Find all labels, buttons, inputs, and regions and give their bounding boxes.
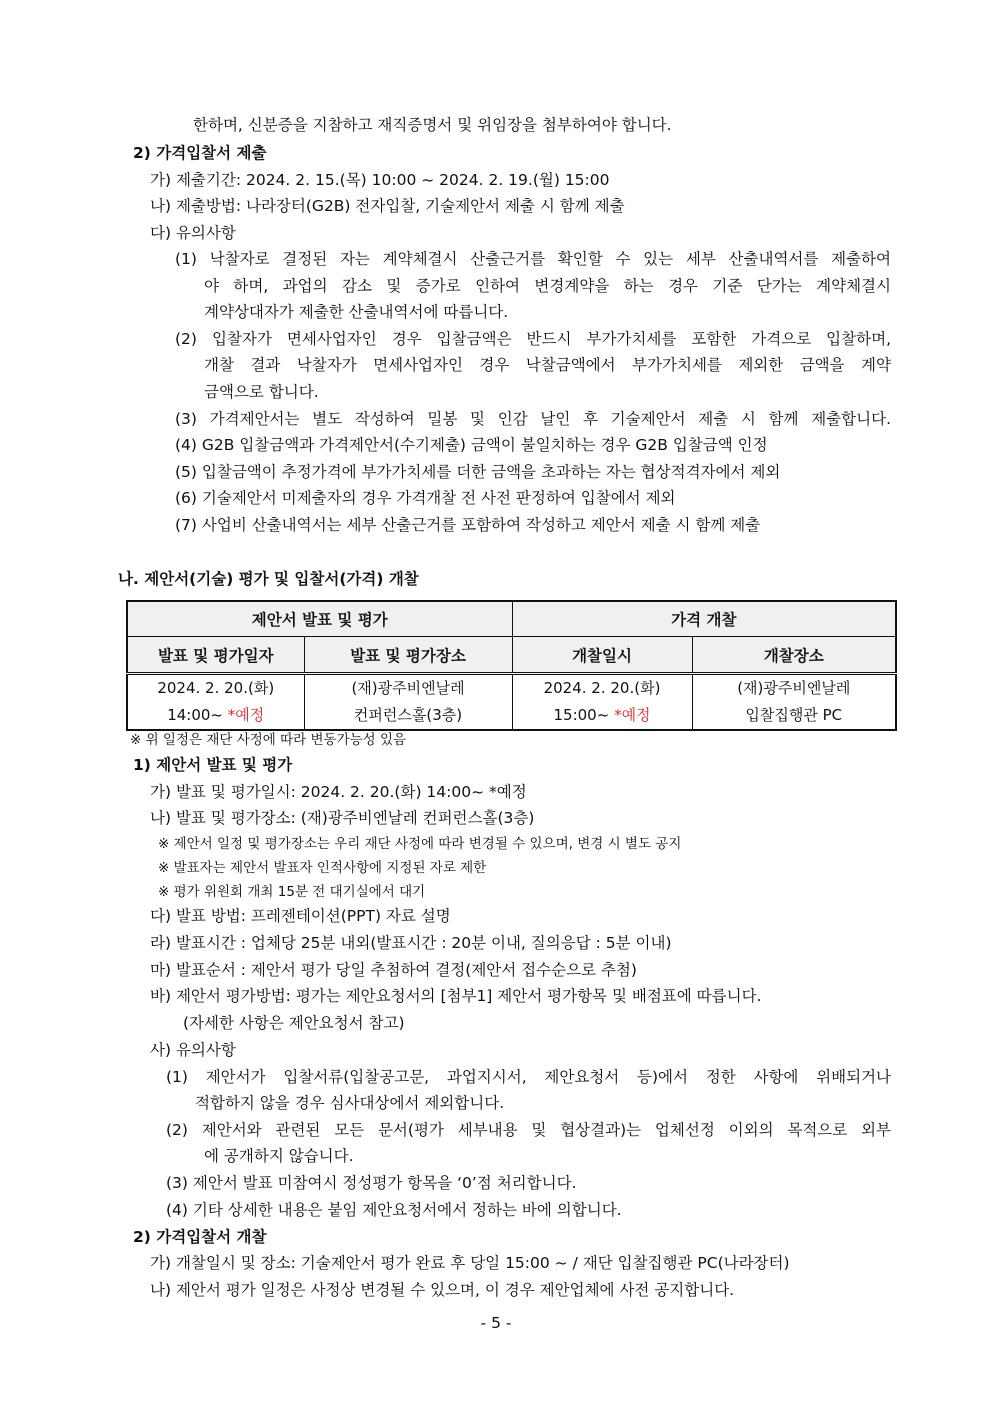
list-item-line: (1) 제안서가 입찰서류(입찰공고문, 과업지시서, 제안요청서 등)에서 정한 사항에 위배되거나 [166,1068,891,1086]
table-column-header: 개찰장소 [692,637,896,674]
paragraph-line: 바) 제안서 평가방법: 평가는 제안요청서의 [첨부1] 제안서 평가항목 및 배점표에 따릅니다. [150,987,762,1005]
list-item-line: (2) 제안서와 관련된 모든 문서(평가 세부내용 및 협상결과)는 업체선정 이외의 목적으로 외부 [166,1121,891,1139]
table-row [127,674,896,731]
table-column-header: 발표 및 평가장소 [304,637,512,674]
schedule-table [126,600,897,731]
table-cell: (재)광주비엔날레 컨퍼런스홀(3층) [304,674,512,731]
paragraph-line: 나) 발표 및 평가장소: (재)광주비엔날레 컨퍼런스홀(3층) [150,809,535,827]
list-item-line: 금액으로 합니다. [204,383,319,401]
table-group-header: 제안서 발표 및 평가 [127,601,512,637]
paragraph-line: 가) 발표 및 평가일시: 2024. 2. 20.(화) 14:00~ *예정 [150,783,527,801]
section-heading: 나. 제안서(기술) 평가 및 입찰서(가격) 개찰 [118,570,419,588]
table-cell: 2024. 2. 20.(화) 14:00~ *예정 [127,674,304,731]
list-item-line: (7) 사업비 산출내역서는 세부 산출근거를 포함하여 작성하고 제안서 제출 시 함께 제출 [175,516,761,534]
list-item-line: (5) 입찰금액이 추정가격에 부가가치세를 더한 금액을 초과하는 자는 협상적격자에서 제외 [175,463,781,481]
paragraph-line: (자세한 사항은 제안요청서 참고) [183,1014,405,1032]
paragraph-line: 가) 개찰일시 및 장소: 기술제안서 평가 완료 후 당일 15:00 ~ / 재단 입찰집행관 PC(나라장터) [150,1254,790,1272]
list-item-line: 에 공개하지 않습니다. [204,1147,354,1165]
paragraph-line: 마) 발표순서 : 제안서 평가 당일 추첨하여 결정(제안서 접수순으로 추첨) [150,961,637,979]
table-column-header: 개찰일시 [512,637,692,674]
paragraph-line: 가) 제출기간: 2024. 2. 15.(목) 10:00 ~ 2024. 2. 19.(월) 15:00 [150,171,610,189]
table-group-header: 가격 개찰 [512,601,896,637]
list-item-line: (6) 기술제안서 미제출자의 경우 가격개찰 전 사전 판정하여 입찰에서 제외 [175,489,676,507]
list-item-line: (3) 제안서 발표 미참여시 정성평가 항목을 ‘0’점 처리합니다. [166,1174,577,1192]
list-item-line: 계약상대자가 제출한 산출내역서에 따릅니다. [204,303,509,321]
list-item-line: (2) 입찰자가 면세사업자인 경우 입찰금액은 반드시 부가가치세를 포함한 가격으로 입찰하며, [175,330,891,348]
list-item-line: (1) 낙찰자로 결정된 자는 계약체결시 산출근거를 확인할 수 있는 세부 산출내역서를 제출하여 [175,250,891,268]
note-line: ※ 위 일정은 재단 사정에 따라 변동가능성 있음 [130,732,407,748]
section-heading: 2) 가격입찰서 제출 [133,144,267,162]
section-heading: 1) 제안서 발표 및 평가 [133,756,293,774]
list-item-line: (4) 기타 상세한 내용은 붙임 제안요청서에서 정하는 바에 의합니다. [166,1201,622,1219]
section-heading: 2) 가격입찰서 개찰 [133,1228,267,1246]
list-item-line: 개찰 결과 낙찰자가 면세사업자인 경우 낙찰금액에서 부가가치세를 제외한 금액을 계약 [204,356,891,374]
paragraph-line: 다) 유의사항 [150,224,236,242]
note-line: ※ 제안서 일정 및 평가장소는 우리 재단 사정에 따라 변경될 수 있으며, 변경 시 별도 공지 [158,836,682,852]
paragraph-line: 한하며, 신분증을 지참하고 재직증명서 및 위임장을 첨부하여야 합니다. [193,116,672,134]
note-line: ※ 평가 위원회 개최 15분 전 대기실에서 대기 [158,884,426,900]
paragraph-line: 다) 발표 방법: 프레젠테이션(PPT) 자료 설명 [150,907,451,925]
table-cell: 2024. 2. 20.(화) 15:00~ *예정 [512,674,692,731]
paragraph-line: 사) 유의사항 [150,1041,236,1059]
table-cell: (재)광주비엔날레 입찰집행관 PC [692,674,896,731]
list-item-line: (4) G2B 입찰금액과 가격제안서(수기제출) 금액이 불일치하는 경우 G2B 입찰금액 인정 [175,436,768,454]
page-number: - 5 - [480,1314,512,1332]
paragraph-line: 나) 제출방법: 나라장터(G2B) 전자입찰, 기술제안서 제출 시 함께 제출 [150,197,625,215]
list-item-line: 적합하지 않을 경우 심사대상에서 제외합니다. [195,1094,505,1112]
list-item-line: (3) 가격제안서는 별도 작성하여 밀봉 및 인감 날인 후 기술제안서 제출 시 함께 제출합니다. [175,410,891,428]
paragraph-line: 나) 제안서 평가 일정은 사정상 변경될 수 있으며, 이 경우 제안업체에 사전 공지합니다. [150,1281,735,1299]
table-column-header: 발표 및 평가일자 [127,637,304,674]
list-item-line: 야 하며, 과업의 감소 및 증가로 인하여 변경계약을 하는 경우 기준 단가는 계약체결시 [204,277,891,295]
paragraph-line: 라) 발표시간 : 업체당 25분 내외(발표시간 : 20분 이내, 질의응답 : 5분 이내) [150,934,672,952]
note-line: ※ 발표자는 제안서 발표자 인적사항에 지정된 자로 제한 [158,860,487,876]
